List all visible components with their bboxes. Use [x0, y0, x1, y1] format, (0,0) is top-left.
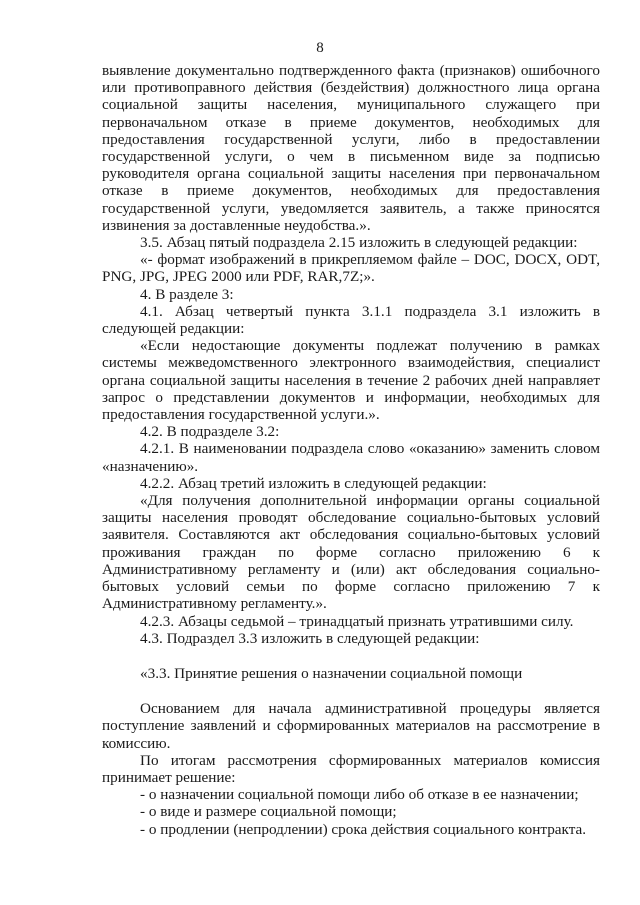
- paragraph: Основанием для начала административной процедуры является поступление заявлений и сформированных материалов на рассмотрение в комиссию.: [102, 700, 600, 752]
- document-body: [102, 62, 600, 838]
- list-item: - о продлении (непродлении) срока действия социального контракта.: [140, 820, 587, 838]
- paragraph: «Если недостающие документы подлежат получению в рамках системы межведомственного электронного взаимодействия, специалист органа социальной защиты населения в течение 2 рабочих дней направляет запрос о представлении документов и информации, необходимых для предоставления государственной услуги.».: [102, 337, 600, 424]
- paragraph: 4.2.1. В наименовании подраздела слово «оказанию» заменить словом «назначению».: [102, 440, 600, 475]
- paragraph: выявление документально подтвержденного факта (признаков) ошибочного или противоправного действия (бездействия) должностного лица органа социальной защиты населения, муниципального служащего при первоначальном отказе в приеме документов, необходимых для предоставления государственной услуги, либо в предоставлении государственной услуги, о чем в письменном виде за подписью руководителя органа социальной защиты населения при первоначальном отказе в приеме документов, необходимых для предоставления государственной услуги, уведомляется заявитель, а также приносятся извинения за доставленные неудобства.».: [102, 62, 600, 234]
- spacer: [102, 682, 600, 700]
- paragraph: 4.2.2. Абзац третий изложить в следующей редакции:: [140, 474, 487, 492]
- paragraph: 4.2.3. Абзацы седьмой – тринадцатый признать утратившими силу.: [140, 612, 574, 630]
- spacer: [102, 647, 600, 665]
- page-number: 8: [316, 40, 324, 56]
- paragraph: «Для получения дополнительной информации органы социальной защиты населения проводят обследование социально-бытовых условий заявителя. Составляются акт обследования социально-бытовых условий проживания граждан по форме согласно приложению 6 к Административному регламенту и (или) акт обследования социально-бытовых условий семьи по форме согласно приложению 7 к Административному регламенту.».: [102, 492, 600, 613]
- paragraph: 4. В разделе 3:: [140, 285, 234, 303]
- paragraph: «- формат изображений в прикрепляемом файле – DOC, DOCX, ODT, PNG, JPG, JPEG 2000 или PDF, RAR,7Z;».: [102, 251, 600, 286]
- paragraph: 4.2. В подразделе 3.2:: [140, 423, 280, 441]
- paragraph: 4.3. Подраздел 3.3 изложить в следующей редакции:: [140, 629, 480, 647]
- paragraph: По итогам рассмотрения сформированных материалов комиссия принимает решение:: [102, 751, 600, 786]
- list-item: - о назначении социальной помощи либо об отказе в ее назначении;: [140, 786, 579, 804]
- paragraph: 3.5. Абзац пятый подраздела 2.15 изложить в следующей редакции:: [140, 234, 578, 252]
- paragraph: 4.1. Абзац четвертый пункта 3.1.1 подраздела 3.1 изложить в следующей редакции:: [102, 302, 600, 338]
- list-item: - о виде и размере социальной помощи;: [140, 803, 397, 821]
- section-heading: «3.3. Принятие решения о назначении социальной помощи: [140, 664, 523, 682]
